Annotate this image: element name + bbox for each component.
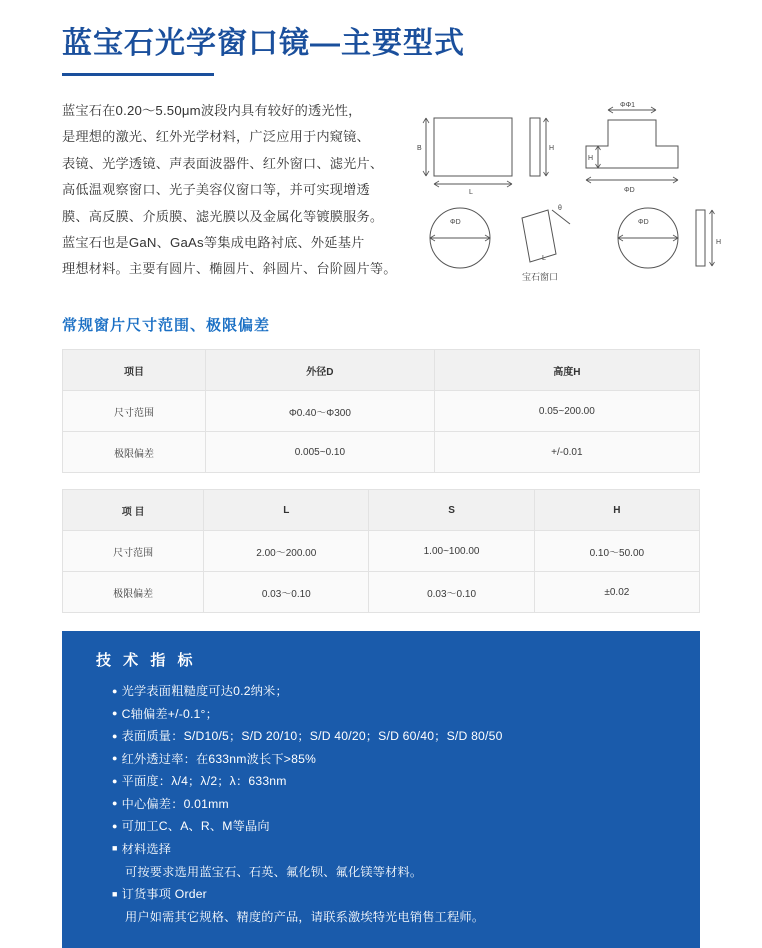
table-header-cell: 高度H bbox=[434, 350, 699, 391]
table-header-cell: L bbox=[204, 490, 369, 531]
list-item: ● 光学表面粗糙度可达0.2纳米； bbox=[112, 680, 700, 703]
label-rect-height: B bbox=[417, 145, 422, 152]
list-item: ● 红外透过率：在633nm波长下>85% bbox=[112, 748, 700, 771]
section-heading: 常规窗片尺寸范围、极限偏差 bbox=[62, 317, 271, 334]
list-item: ● 表面质量：S/D10/5；S/D 20/10；S/D 40/20；S/D 60/40；S/D 80/50 bbox=[112, 725, 700, 748]
list-item: ● 平面度：λ/4；λ/2；λ：633nm bbox=[112, 770, 700, 793]
table-cell: 0.10～50.00 bbox=[534, 531, 699, 572]
table-header-cell: 项目 bbox=[63, 350, 206, 391]
table-header-cell: 外径D bbox=[206, 350, 435, 391]
window-shape-diagrams-icon bbox=[412, 98, 742, 288]
spec-table-2 bbox=[62, 489, 700, 613]
table-cell: 0.03～0.10 bbox=[369, 572, 534, 613]
technical-spec-panel bbox=[62, 631, 700, 948]
table-cell: +/-0.01 bbox=[434, 432, 699, 473]
list-item: 用户如需其它规格、精度的产品，请联系激埃特光电销售工程师。 bbox=[125, 909, 485, 924]
list-item: ● C轴偏差+/-0.1°； bbox=[112, 703, 700, 726]
spec-table-1-wrap bbox=[62, 349, 700, 473]
table-spacer bbox=[0, 473, 762, 489]
label-side-thickness: H bbox=[549, 145, 555, 152]
spec-table-1 bbox=[62, 349, 700, 473]
table-cell: 尺寸范围 bbox=[63, 531, 204, 572]
intro-line: 蓝宝石也是GaN、GaAs等集成电路衬底、外延基片 bbox=[62, 235, 365, 251]
label-circle-right: ΦD bbox=[638, 219, 649, 226]
intro-text bbox=[62, 98, 402, 288]
label-circle-left: ΦD bbox=[450, 219, 461, 226]
table-row bbox=[63, 572, 700, 613]
table-header-cell: H bbox=[534, 490, 699, 531]
table-cell: 2.00～200.00 bbox=[204, 531, 369, 572]
list-item: ■ 材料选择 bbox=[112, 838, 700, 861]
table-row bbox=[63, 490, 700, 531]
label-step-bottom: ΦD bbox=[624, 187, 635, 194]
figure-caption: 宝石窗口 bbox=[522, 272, 559, 282]
list-item: ■ 订货事项 Order bbox=[112, 883, 700, 906]
list-item: ● 中心偏差：0.01mm bbox=[112, 793, 700, 816]
table-row bbox=[63, 432, 700, 473]
label-right-thickness: H bbox=[716, 239, 722, 246]
page-title: 蓝宝石光学窗口镜—主要型式 bbox=[62, 27, 465, 60]
table-row bbox=[63, 350, 700, 391]
label-step-height: H bbox=[588, 155, 594, 162]
table-header-cell: 项 目 bbox=[63, 490, 204, 531]
table-cell: Φ0.40～Φ300 bbox=[206, 391, 435, 432]
list-item: ● 可加工C、A、R、M等晶向 bbox=[112, 815, 700, 838]
table-cell: 极限偏差 bbox=[63, 572, 204, 613]
label-rect-width: L bbox=[469, 189, 473, 196]
title-underline bbox=[62, 73, 214, 76]
intro-line: 是理想的激光、红外光学材料，广泛应用于内窥镜、 bbox=[62, 129, 370, 145]
title-block bbox=[0, 0, 762, 76]
label-angle: θ bbox=[558, 205, 562, 212]
table-cell: ±0.02 bbox=[534, 572, 699, 613]
intro-line: 蓝宝石在0.20～5.50μm波段内具有较好的透光性， bbox=[62, 103, 362, 118]
spec-table-2-wrap bbox=[62, 489, 700, 613]
table-cell: 尺寸范围 bbox=[63, 391, 206, 432]
intro-line: 表镜、光学透镜、声表面波器件、红外窗口、滤光片、 bbox=[62, 155, 384, 171]
table-cell: 0.03～0.10 bbox=[204, 572, 369, 613]
intro-line: 理想材料。主要有圆片、椭圆片、斜圆片、台阶圆片等。 bbox=[62, 261, 397, 277]
table-cell: 1.00~100.00 bbox=[369, 531, 534, 572]
list-item: 可按要求选用蓝宝石、石英、氟化钡、氟化镁等材料。 bbox=[125, 864, 423, 879]
label-step-top: ΦΦ1 bbox=[620, 102, 636, 109]
intro-section bbox=[0, 98, 762, 288]
label-angle-side: L bbox=[542, 255, 546, 262]
table-row bbox=[63, 391, 700, 432]
table-row bbox=[63, 531, 700, 572]
table-cell: 0.05~200.00 bbox=[434, 391, 699, 432]
table-cell: 极限偏差 bbox=[63, 432, 206, 473]
table-header-cell: S bbox=[369, 490, 534, 531]
table-cell: 0.005~0.10 bbox=[206, 432, 435, 473]
intro-line: 膜、高反膜、介质膜、滤光膜以及金属化等镀膜服务。 bbox=[62, 208, 384, 224]
figure-group bbox=[412, 98, 742, 288]
intro-line: 高低温观察窗口、光子美容仪窗口等，并可实现增透 bbox=[62, 182, 370, 198]
panel-title: 技 术 指 标 bbox=[96, 652, 197, 669]
